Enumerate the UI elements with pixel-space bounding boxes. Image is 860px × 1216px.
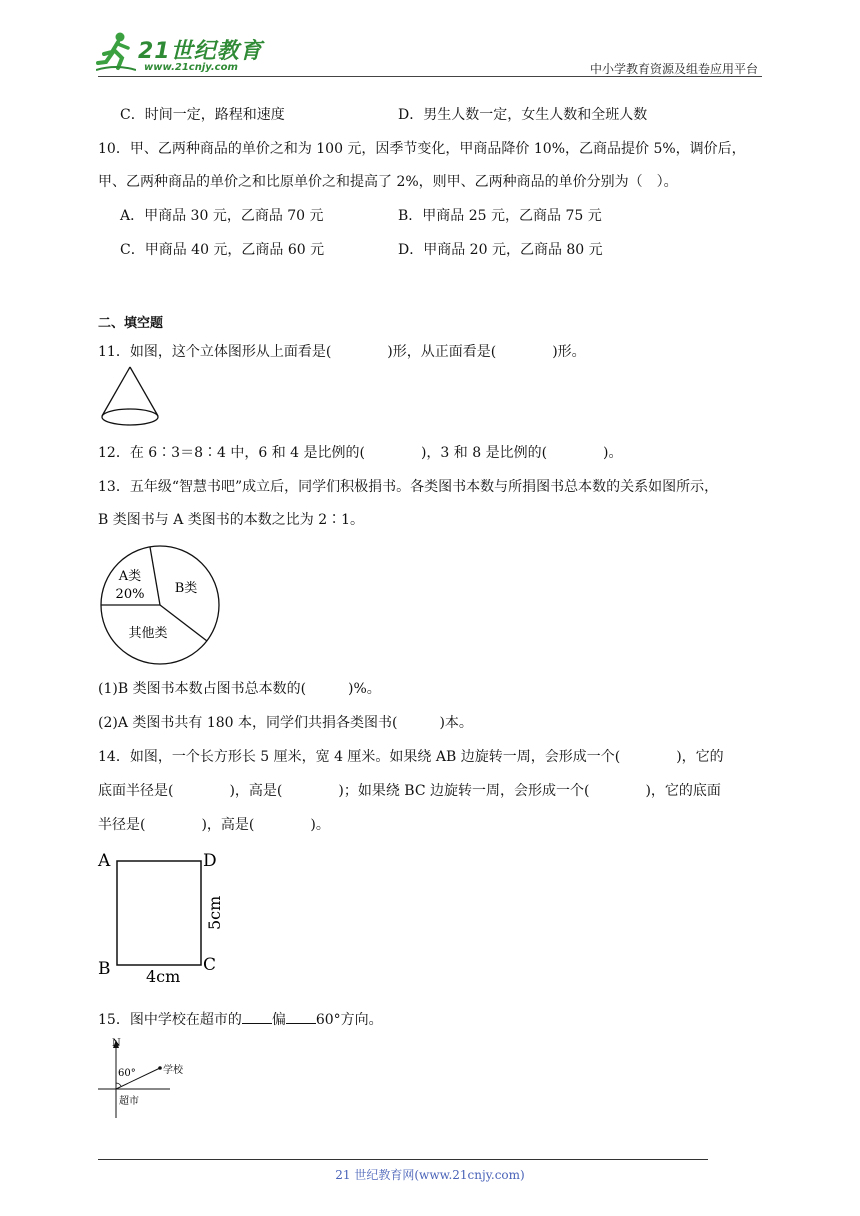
vertex-c: C — [203, 955, 217, 975]
section-title: 二、填空题 — [98, 316, 164, 331]
header-rule — [98, 76, 762, 77]
market-label: 超市 — [119, 1096, 139, 1107]
q10-option-a: A．甲商品 30 元，乙商品 70 元 — [120, 208, 324, 224]
header-logo — [96, 30, 266, 76]
q15-pre: 15．图中学校在超市的 — [98, 1012, 242, 1028]
q13-sub1: (1)B 类图书本数占图书总本数的( )%。 — [98, 681, 381, 697]
q10-line1: 10．甲、乙两种商品的单价之和为 100 元，因季节变化，甲商品降价 10%，乙商品提价 5%，调价后， — [98, 141, 746, 157]
north-label: N — [112, 1038, 121, 1049]
school-label: 学校 — [163, 1065, 183, 1076]
q15-blank-2[interactable] — [286, 1009, 316, 1024]
pie-chart — [98, 544, 224, 666]
cone-figure — [98, 364, 168, 430]
q10-option-c: C．甲商品 40 元，乙商品 60 元 — [120, 242, 325, 258]
footer-link[interactable]: 21 世纪教育网(www.21cnjy.com) — [335, 1168, 525, 1182]
q12-text: 12．在 6∶3＝8∶4 中，6 和 4 是比例的( )，3 和 8 是比例的( )。 — [98, 445, 623, 461]
pie-label-a-pct: 20% — [115, 587, 145, 602]
q14-line3: 半径是( )，高是( )。 — [98, 817, 330, 833]
q14-line2: 底面半径是( )，高是( )；如果绕 BC 边旋转一周，会形成一个( )，它的底面 — [98, 783, 721, 799]
vertex-b: B — [98, 959, 111, 979]
pie-label-a: A类 — [118, 569, 142, 584]
q10-line2: 甲、乙两种商品的单价之和比原单价之和提高了 2%，则甲、乙两种商品的单价分别为（ ）。 — [98, 174, 678, 190]
pie-label-b: B类 — [174, 581, 198, 596]
q13-line2: B 类图书与 A 类图书的本数之比为 2∶1。 — [98, 512, 365, 528]
runner-logo-icon — [96, 30, 136, 74]
q10-option-b: B．甲商品 25 元，乙商品 75 元 — [398, 208, 602, 224]
rectangle-figure — [96, 848, 236, 988]
vertex-a: A — [98, 851, 111, 871]
q10-option-d: D．甲商品 20 元，乙商品 80 元 — [398, 242, 603, 258]
q13-line1: 13．五年级“智慧书吧”成立后，同学们积极捐书。各类图书本数与所捐图书总本数的关系如图所示， — [98, 479, 719, 495]
footer-rule — [98, 1159, 708, 1160]
direction-figure — [98, 1036, 198, 1120]
q15-text — [98, 1009, 383, 1030]
logo-url: www.21cnjy.com — [144, 62, 238, 73]
vertex-d: D — [203, 851, 217, 871]
pie-label-other: 其他类 — [128, 626, 168, 641]
q9-option-d: D．男生人数一定，女生人数和全班人数 — [398, 107, 648, 123]
width-label: 4cm — [146, 967, 181, 986]
q14-line1: 14．如图，一个长方形长 5 厘米，宽 4 厘米。如果绕 AB 边旋转一周，会形成一个( )，它的 — [98, 749, 724, 765]
q13-sub2: (2)A 类图书共有 180 本，同学们共捐各类图书( )本。 — [98, 715, 473, 731]
q11-text: 11．如图，这个立体图形从上面看是( )形，从正面看是( )形。 — [98, 344, 586, 360]
angle-label: 60° — [118, 1068, 136, 1079]
length-label: 5cm — [205, 895, 224, 930]
q9-option-c: C．时间一定，路程和速度 — [120, 107, 285, 123]
platform-title: 中小学教育资源及组卷应用平台 — [589, 62, 758, 76]
logo-text: 21世纪教育 — [138, 39, 263, 64]
q15-blank-1[interactable] — [242, 1009, 272, 1024]
q15-post: 60°方向。 — [315, 1012, 383, 1028]
pie-divider-top — [150, 547, 160, 605]
q15-mid: 偏 — [271, 1012, 286, 1028]
